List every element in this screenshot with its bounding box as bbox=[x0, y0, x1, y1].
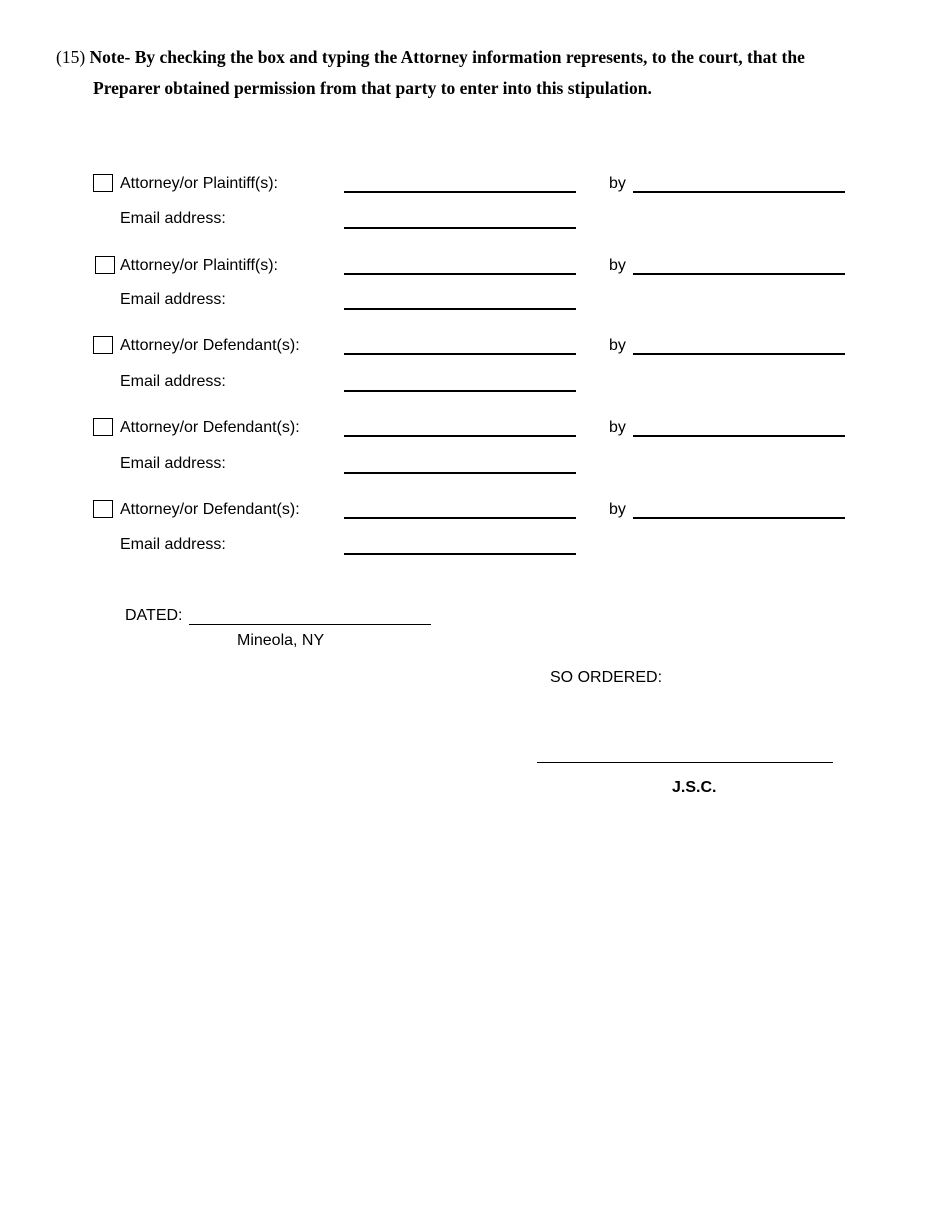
party-name-line[interactable] bbox=[344, 273, 576, 275]
party-label: Attorney/or Defendant(s): bbox=[120, 419, 300, 436]
party-row bbox=[0, 418, 950, 442]
dated-label: DATED: bbox=[125, 607, 183, 624]
email-label: Email address: bbox=[120, 455, 226, 472]
party-row bbox=[0, 256, 950, 280]
by-label: by bbox=[609, 337, 626, 354]
judge-signature-line[interactable] bbox=[537, 762, 833, 763]
party-checkbox[interactable] bbox=[93, 500, 113, 518]
party-row bbox=[0, 174, 950, 198]
email-line[interactable] bbox=[344, 553, 576, 555]
email-label: Email address: bbox=[120, 373, 226, 390]
by-signature-line[interactable] bbox=[633, 517, 845, 519]
by-signature-line[interactable] bbox=[633, 435, 845, 437]
party-name-line[interactable] bbox=[344, 435, 576, 437]
party-name-line[interactable] bbox=[344, 353, 576, 355]
party-checkbox[interactable] bbox=[95, 256, 115, 274]
by-signature-line[interactable] bbox=[633, 273, 845, 275]
party-checkbox[interactable] bbox=[93, 418, 113, 436]
party-label: Attorney/or Plaintiff(s): bbox=[120, 175, 278, 192]
email-line[interactable] bbox=[344, 227, 576, 229]
by-signature-line[interactable] bbox=[633, 191, 845, 193]
email-label: Email address: bbox=[120, 291, 226, 308]
by-label: by bbox=[609, 175, 626, 192]
by-label: by bbox=[609, 419, 626, 436]
party-checkbox[interactable] bbox=[93, 174, 113, 192]
by-label: by bbox=[609, 257, 626, 274]
dated-line[interactable] bbox=[189, 624, 431, 625]
by-signature-line[interactable] bbox=[633, 353, 845, 355]
party-row bbox=[0, 500, 950, 524]
email-line[interactable] bbox=[344, 308, 576, 310]
note-text-line1: Note- By checking the box and typing the Attorney information represents, to the court, that the bbox=[89, 47, 805, 67]
party-label: Attorney/or Defendant(s): bbox=[120, 337, 300, 354]
by-label: by bbox=[609, 501, 626, 518]
party-name-line[interactable] bbox=[344, 191, 576, 193]
party-label: Attorney/or Plaintiff(s): bbox=[120, 257, 278, 274]
email-line[interactable] bbox=[344, 390, 576, 392]
dated-location: Mineola, NY bbox=[237, 632, 325, 649]
party-row bbox=[0, 336, 950, 360]
email-label: Email address: bbox=[120, 210, 226, 227]
party-name-line[interactable] bbox=[344, 517, 576, 519]
note-text-line2: Preparer obtained permission from that party to enter into this stipulation. bbox=[93, 78, 652, 98]
email-line[interactable] bbox=[344, 472, 576, 474]
email-label: Email address: bbox=[120, 536, 226, 553]
judge-title: J.S.C. bbox=[672, 779, 717, 796]
note-number: (15) bbox=[56, 47, 86, 67]
party-checkbox[interactable] bbox=[93, 336, 113, 354]
note-paragraph bbox=[56, 42, 876, 104]
party-label: Attorney/or Defendant(s): bbox=[120, 501, 300, 518]
so-ordered-label: SO ORDERED: bbox=[550, 669, 663, 686]
